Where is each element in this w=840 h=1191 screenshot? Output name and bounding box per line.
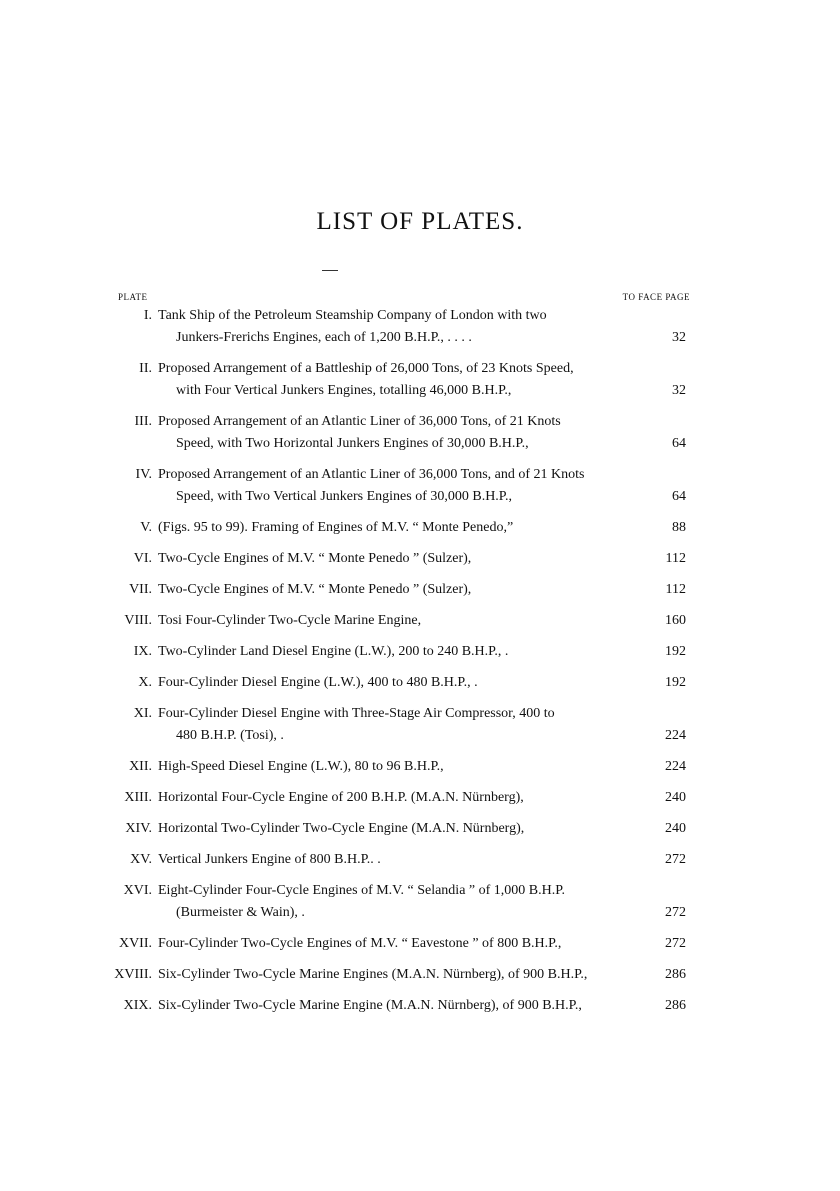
plate-description — [158, 880, 646, 924]
plate-description-line: Four-Cylinder Diesel Engine (L.W.), 400 to 480 B.H.P., . — [158, 675, 478, 690]
plate-page-number: 272 — [665, 905, 686, 920]
plate-description-line: with Four Vertical Junkers Engines, totalling 46,000 B.H.P., — [176, 383, 512, 398]
plate-number: XIII. — [124, 790, 152, 805]
plate-page-number: 192 — [665, 644, 686, 659]
plate-page-number: 272 — [665, 852, 686, 867]
plate-number: VIII. — [124, 613, 152, 628]
plate-description — [158, 305, 646, 349]
plate-entry — [100, 787, 690, 809]
plate-entry — [100, 610, 690, 632]
plate-description-line: (Figs. 95 to 99). Framing of Engines of M.V. “ Monte Penedo,” — [158, 520, 514, 535]
plate-number: VI. — [133, 551, 152, 566]
plate-page-number: 32 — [672, 383, 686, 398]
plate-page-number: 224 — [665, 759, 686, 774]
plate-description-line: Six-Cylinder Two-Cycle Marine Engine (M.A.N. Nürnberg), of 900 B.H.P., — [158, 998, 582, 1013]
plate-description-line: Proposed Arrangement of an Atlantic Liner of 36,000 Tons, of 21 Knots — [158, 414, 561, 429]
plate-description-line: Four-Cylinder Diesel Engine with Three-Stage Air Compressor, 400 to — [158, 706, 555, 721]
plate-description-line: Junkers-Frerichs Engines, each of 1,200 B.H.P., . . . . — [176, 330, 472, 345]
plate-number: II. — [139, 361, 152, 376]
plate-description — [158, 610, 646, 632]
plate-description-line: Two-Cycle Engines of M.V. “ Monte Penedo ” (Sulzer), — [158, 551, 472, 566]
plate-description-line: (Burmeister & Wain), . — [176, 905, 305, 920]
plate-number: XVII. — [118, 936, 152, 951]
plate-number: XVI. — [123, 883, 152, 898]
title-rule — [322, 270, 338, 271]
plate-description — [158, 995, 646, 1017]
plate-description — [158, 517, 646, 539]
plate-description — [158, 818, 646, 840]
page-title: LIST OF PLATES. — [316, 208, 524, 235]
plate-entry — [100, 305, 690, 349]
plate-description-line: Four-Cylinder Two-Cycle Engines of M.V. “ Eavestone ” of 800 B.H.P., — [158, 936, 562, 951]
plate-entry — [100, 672, 690, 694]
plate-entry — [100, 880, 690, 924]
plate-description — [158, 703, 646, 747]
plate-entry — [100, 517, 690, 539]
plate-number: XV. — [130, 852, 152, 867]
plate-page-number: 32 — [672, 330, 686, 345]
plate-description-line: Horizontal Four-Cycle Engine of 200 B.H.P. (M.A.N. Nürnberg), — [158, 790, 524, 805]
plate-description — [158, 933, 646, 955]
plate-description-line: Eight-Cylinder Four-Cycle Engines of M.V. “ Selandia ” of 1,000 B.H.P. — [158, 883, 565, 898]
plate-number: VII. — [129, 582, 152, 597]
plate-page-number: 192 — [665, 675, 686, 690]
plate-description-line: Six-Cylinder Two-Cycle Marine Engines (M.A.N. Nürnberg), of 900 B.H.P., — [158, 967, 588, 982]
plate-description — [158, 641, 646, 663]
plate-description-line: Two-Cycle Engines of M.V. “ Monte Penedo ” (Sulzer), — [158, 582, 472, 597]
plate-entry — [100, 464, 690, 508]
plate-description-line: Horizontal Two-Cylinder Two-Cycle Engine (M.A.N. Nürnberg), — [158, 821, 525, 836]
page-column-header: TO FACE PAGE — [622, 292, 690, 302]
plate-description-line: Tosi Four-Cylinder Two-Cycle Marine Engine, — [158, 613, 422, 628]
plate-entry — [100, 641, 690, 663]
plate-number: XVIII. — [114, 967, 152, 982]
plate-description — [158, 411, 646, 455]
plate-description-line: Speed, with Two Horizontal Junkers Engines of 30,000 B.H.P., — [176, 436, 529, 451]
plate-description-line: Tank Ship of the Petroleum Steamship Company of London with two — [158, 308, 547, 323]
plate-page-number: 160 — [665, 613, 686, 628]
plates-list — [100, 305, 690, 1026]
plate-description — [158, 756, 646, 778]
plate-number: XIX. — [123, 998, 152, 1013]
plate-page-number: 286 — [665, 967, 686, 982]
plate-page-number: 240 — [665, 821, 686, 836]
plate-column-header: PLATE — [118, 292, 148, 302]
plate-number: V. — [140, 520, 152, 535]
plate-description — [158, 579, 646, 601]
plate-description-line: Speed, with Two Vertical Junkers Engines of 30,000 B.H.P., — [176, 489, 513, 504]
plate-page-number: 112 — [665, 551, 686, 566]
plate-entry — [100, 933, 690, 955]
plate-number: III. — [134, 414, 152, 429]
plate-description-line: Proposed Arrangement of a Battleship of 26,000 Tons, of 23 Knots Speed, — [158, 361, 574, 376]
plate-page-number: 286 — [665, 998, 686, 1013]
plate-entry — [100, 849, 690, 871]
plate-page-number: 88 — [672, 520, 686, 535]
plate-description — [158, 464, 646, 508]
plate-page-number: 272 — [665, 936, 686, 951]
plate-description — [158, 964, 646, 986]
plate-page-number: 112 — [665, 582, 686, 597]
plate-description-line: Two-Cylinder Land Diesel Engine (L.W.), 200 to 240 B.H.P., . — [158, 644, 509, 659]
plate-description — [158, 672, 646, 694]
plate-entry — [100, 358, 690, 402]
plate-number: IV. — [135, 467, 152, 482]
plate-entry — [100, 756, 690, 778]
plate-description-line: 480 B.H.P. (Tosi), . — [176, 728, 284, 743]
plate-entry — [100, 703, 690, 747]
plate-description-line: High-Speed Diesel Engine (L.W.), 80 to 96 B.H.P., — [158, 759, 444, 774]
plate-entry — [100, 548, 690, 570]
plate-page-number: 240 — [665, 790, 686, 805]
plate-page-number: 64 — [672, 489, 686, 504]
plate-number: XIV. — [125, 821, 152, 836]
plate-description — [158, 787, 646, 809]
plate-entry — [100, 411, 690, 455]
plate-number: X. — [138, 675, 152, 690]
plate-page-number: 224 — [665, 728, 686, 743]
plate-entry — [100, 818, 690, 840]
plate-description — [158, 548, 646, 570]
plate-entry — [100, 964, 690, 986]
plate-description-line: Vertical Junkers Engine of 800 B.H.P.. . — [158, 852, 381, 867]
plate-number: XI. — [133, 706, 152, 721]
plate-description — [158, 849, 646, 871]
plate-number: IX. — [133, 644, 152, 659]
plate-entry — [100, 995, 690, 1017]
plate-entry — [100, 579, 690, 601]
plate-number: XII. — [129, 759, 152, 774]
plate-description — [158, 358, 646, 402]
plate-description-line: Proposed Arrangement of an Atlantic Liner of 36,000 Tons, and of 21 Knots — [158, 467, 585, 482]
plate-page-number: 64 — [672, 436, 686, 451]
plate-number: I. — [143, 308, 152, 323]
